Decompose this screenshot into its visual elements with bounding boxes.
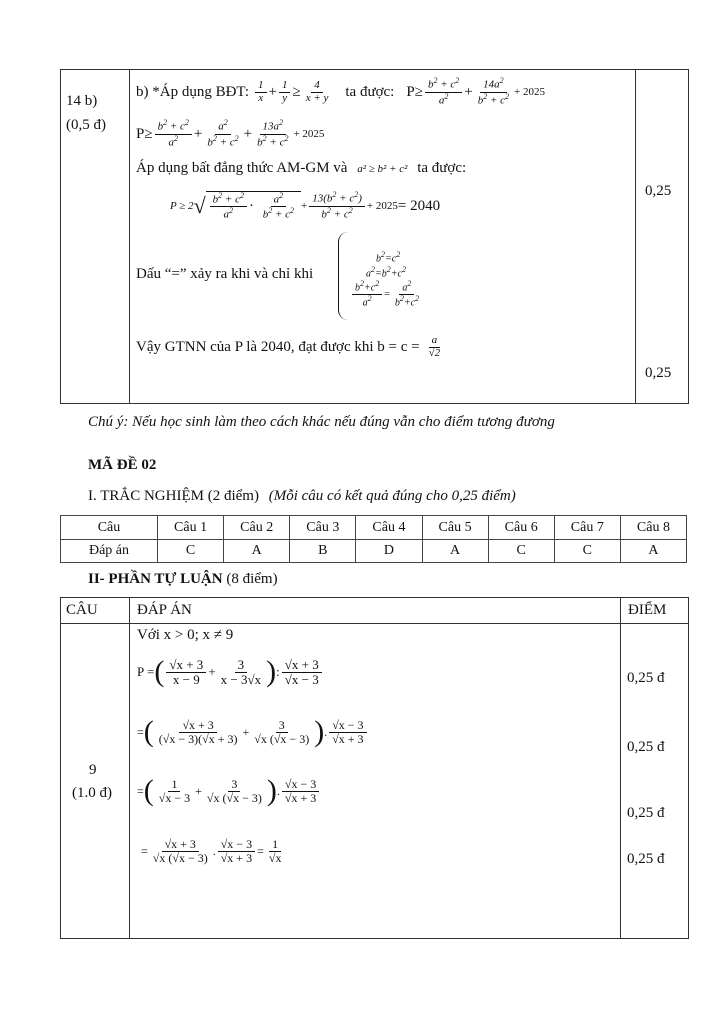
q14-score2: 0,25 (645, 365, 672, 381)
question-cell: Câu 8 (620, 516, 686, 540)
question-cell: Câu 6 (488, 516, 554, 540)
q14-eq3: $\frac{b^2+c^2}{a^2}$ = $\frac{a^2}{b^2+c^2}$ (350, 280, 424, 309)
col-dapan: ĐÁP ÁN (137, 602, 192, 618)
part1-title: I. TRẮC NGHIỆM (2 điểm) (88, 488, 259, 504)
question-cell: Câu 3 (290, 516, 356, 540)
q9-score4: 0,25 đ (627, 851, 665, 867)
q14-eq1: $b^2=c^2$ (376, 250, 401, 265)
question-cell: Câu 7 (554, 516, 620, 540)
q14-points: (0,5 đ) (66, 117, 106, 133)
question-cell: Câu 1 (158, 516, 224, 540)
question-cell: Câu 2 (224, 516, 290, 540)
exam-code: MÃ ĐỀ 02 (88, 457, 157, 473)
answer-cell: C (554, 540, 620, 563)
note: Chú ý: Nếu học sinh làm theo cách khác nếu đúng vẫn cho điểm tương đương (88, 414, 555, 430)
q9-score1: 0,25 đ (627, 670, 665, 686)
q9-step2: = ( $\frac{√x + 3}{(√x - 3)(√x + 3)}$ + $\frac{3}{√x (√x - 3)}$ ) . $\frac{√x - 3}{√x + 3}$ (137, 710, 369, 754)
answer-table-answer-row (61, 540, 687, 563)
col-cau: CÂU (66, 602, 98, 618)
q14-amgm: P ≥ 2 √ $\frac{b^2 + c^2}{a^2}$ · $\frac{a^2}{b^2 + c^2}$ + $\frac{13(b^2 + c^2)}{b^2 + c^2}$ + 2025 = 2040 (170, 190, 441, 221)
q14-amgm-result: = 2040 (397, 197, 441, 214)
q14-line3-cond: a² ≥ b² + c² (357, 163, 408, 175)
q9-points: (1.0 đ) (72, 785, 112, 801)
q14-label: 14 b) (66, 93, 98, 109)
answer-table-row-header: Câu (61, 516, 158, 540)
answer-table-answer-header: Đáp án (61, 540, 158, 563)
part2-title: II- PHẦN TỰ LUẬN (88, 571, 223, 587)
part1-title-line (88, 488, 516, 505)
part2-title-line (88, 571, 278, 588)
q9-condition: Với x > 0; x ≠ 9 (137, 627, 234, 643)
col-diem: ĐIỂM (628, 602, 667, 618)
q9-label: 9 (89, 762, 97, 778)
answer-cell: A (224, 540, 290, 563)
answer-cell: D (356, 540, 422, 563)
q9-step1: P = ( $\frac{√x + 3}{x - 9}$ + $\frac{3}{x - 3√x}$ ) : $\frac{√x + 3}{√x - 3}$ (137, 650, 324, 694)
q14-line1-prefix: b) *Áp dụng BĐT: (136, 83, 249, 100)
answer-cell: C (158, 540, 224, 563)
part1-subtitle: (Mỗi câu có kết quả đúng cho 0,25 điểm) (268, 488, 516, 504)
q14-equality-text: Dấu “=” xảy ra khi và chỉ khi (136, 266, 314, 282)
question-cell: Câu 4 (356, 516, 422, 540)
q9-step3: = ( $\frac{1}{√x - 3}$ + $\frac{3}{√x (√x - 3)}$ ) . $\frac{√x - 3}{√x + 3}$ (137, 769, 321, 813)
q14-line3-text: Áp dụng bất đẳng thức AM-GM và (136, 160, 348, 176)
answer-cell: C (488, 540, 554, 563)
q14-line2: P≥ $\frac{b^2 + c^2}{a^2}$ + $\frac{a^2}{b^2 + c^2}$ + $\frac{13a^2}{b^2 + c^2}$ + 2025 (136, 118, 325, 149)
part2-title-rest: (8 điểm) (226, 571, 278, 587)
answer-cell: A (620, 540, 686, 563)
q14-score1: 0,25 (645, 183, 672, 199)
q9-score3: 0,25 đ (627, 805, 665, 821)
q14-line1: b) *Áp dụng BĐT: $\frac{1}{x}$ + $\frac{1}{y}$ ≥ $\frac{4}{x + y}$ ta được: P≥ $\frac{b^2 + c^2}{a^2}$ + $\frac{14a^2}{b^2 + c^2}$ + 2025 (136, 76, 545, 107)
q14-eq2: $a^2=b^2+c^2$ (366, 265, 406, 280)
answer-table-header-row (61, 516, 687, 540)
answer-cell: A (422, 540, 488, 563)
answer-table (60, 515, 687, 563)
q14-conclusion: Vậy GTNN của P là 2040, đạt được khi b = c = $\frac{a}{√2}$ (136, 333, 441, 359)
question-cell: Câu 5 (422, 516, 488, 540)
q14-line1-mid: ta được: (345, 83, 395, 100)
q14-line3-end: ta được: (417, 160, 467, 176)
q14-line3 (136, 160, 466, 177)
q14-conclusion-text: Vậy GTNN của P là 2040, đạt được khi b = c = (136, 338, 420, 355)
q9-step4: = $\frac{√x + 3}{√x (√x - 3)}$ . $\frac{√x - 3}{√x + 3}$ = $\frac{1}{√x}$ (141, 836, 282, 865)
answer-cell: B (290, 540, 356, 563)
q9-score2: 0,25 đ (627, 739, 665, 755)
